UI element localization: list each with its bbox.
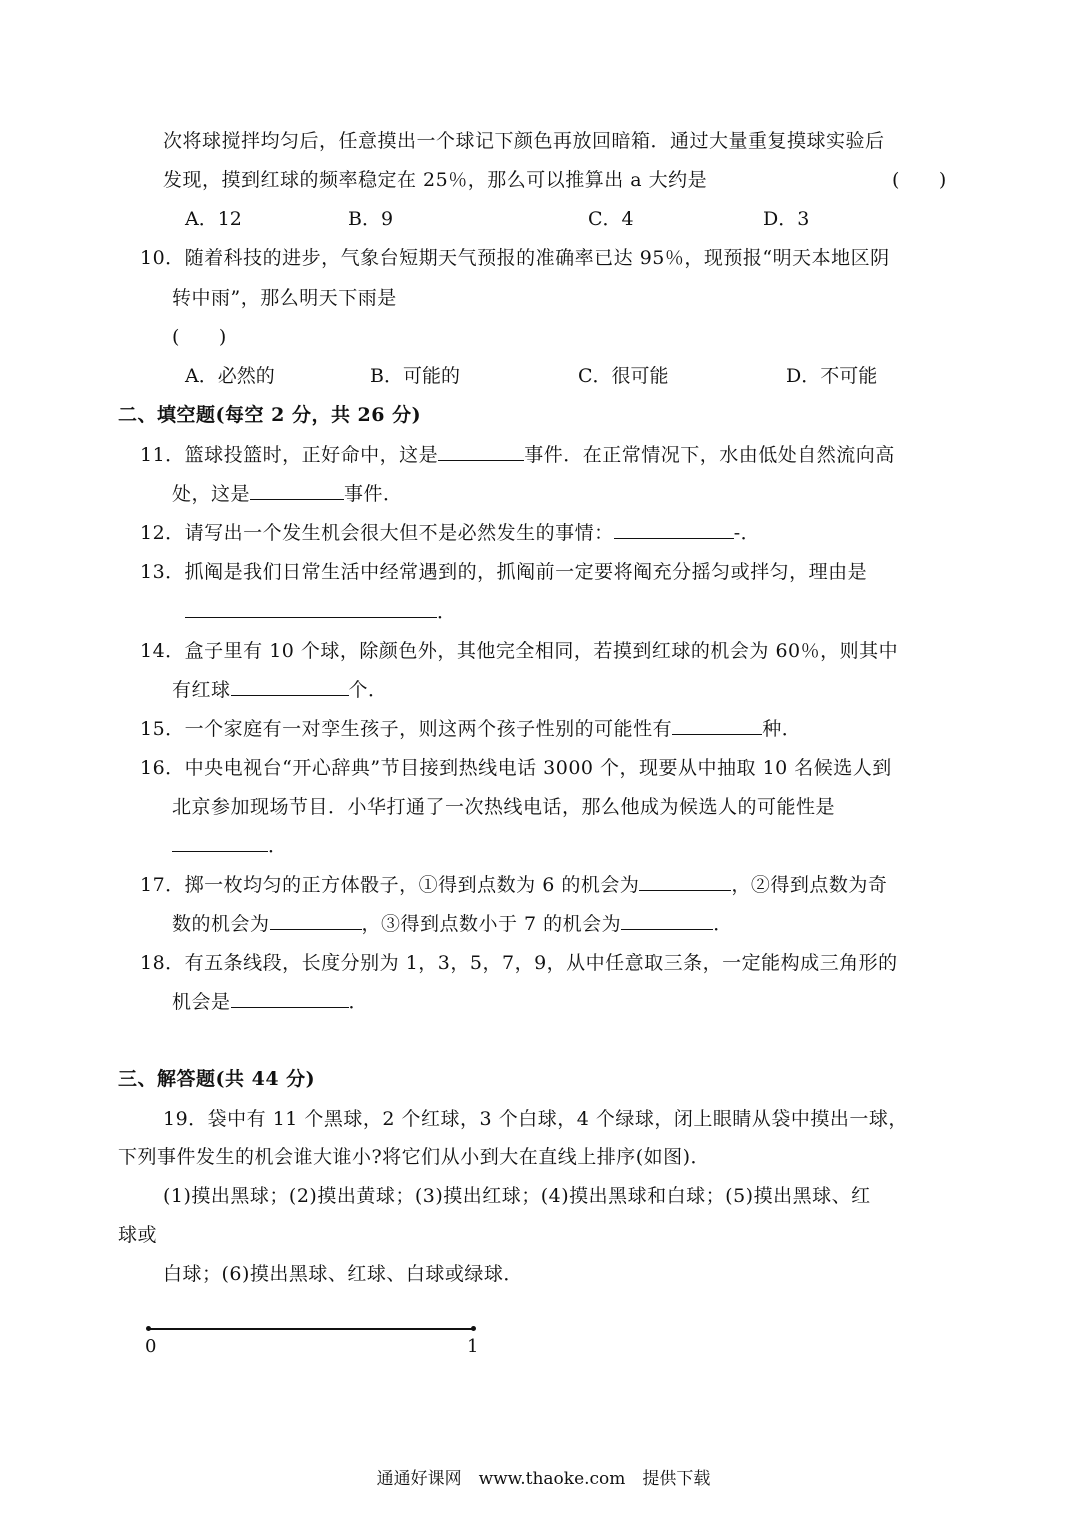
section3-title: 三、解答题(共 44 分) bbox=[118, 1068, 316, 1090]
q14-line1: 14．盒子里有 10 个球，除颜色外，其他完全相同，若摸到红球的机会为 60％，则其中 bbox=[140, 640, 899, 662]
q13-blank[interactable] bbox=[185, 599, 437, 618]
q18-line1: 18．有五条线段，长度分别为 1，3，5，7，9，从中任意取三条，一定能构成三角形的 bbox=[140, 952, 898, 974]
q9-option-a: A．12 bbox=[185, 208, 242, 230]
section2-title: 二、填空题(每空 2 分，共 26 分) bbox=[118, 404, 422, 426]
q9-line2: 发现，摸到红球的频率稳定在 25％，那么可以推算出 a 大约是 bbox=[163, 169, 708, 191]
number-line-label-0: 0 bbox=[145, 1336, 157, 1357]
q9-answer-paren: ( ) bbox=[892, 169, 947, 191]
q11-text-d: 事件． bbox=[344, 483, 403, 505]
q17-blank-1[interactable] bbox=[639, 872, 731, 891]
q15-line bbox=[140, 714, 801, 741]
q12-text-b: -． bbox=[733, 522, 761, 544]
q13-line2 bbox=[185, 597, 457, 624]
q15-blank[interactable] bbox=[672, 716, 762, 735]
number-line-start-point bbox=[146, 1326, 151, 1331]
q16-line1: 16．中央电视台“开心辞典”节目接到热线电话 3000 个，现要从中抽取 10 名候选人到 bbox=[140, 757, 892, 779]
q9-option-b: B．9 bbox=[348, 208, 394, 230]
q10-option-b: B．可能的 bbox=[370, 365, 460, 387]
q9-line1: 次将球搅拌均匀后，任意摸出一个球记下颜色再放回暗箱．通过大量重复摸球实验后 bbox=[163, 130, 885, 152]
number-line-end-point bbox=[471, 1326, 476, 1331]
q17-text-d: ，③得到点数小于 7 的机会为 bbox=[361, 913, 622, 935]
q15-text-b: 种． bbox=[762, 718, 802, 740]
q18-line2 bbox=[172, 987, 368, 1014]
q17-blank-2[interactable] bbox=[270, 911, 362, 930]
q14-blank[interactable] bbox=[231, 677, 349, 696]
q14-line2 bbox=[172, 675, 388, 702]
q12-text-a: 12．请写出一个发生机会很大但不是必然发生的事情： bbox=[140, 522, 614, 544]
q13-line1: 13．抓阄是我们日常生活中经常遇到的，抓阄前一定要将阄充分摇匀或拌匀，理由是 bbox=[140, 561, 868, 583]
q19-line4: 球或 bbox=[118, 1224, 158, 1246]
q16-blank[interactable] bbox=[172, 833, 268, 852]
q17-line2 bbox=[172, 909, 733, 936]
q11-text-a: 11．篮球投篮时，正好命中，这是 bbox=[140, 444, 439, 466]
q14-text-c: 个． bbox=[348, 679, 388, 701]
q14-text-b: 有红球 bbox=[172, 679, 231, 701]
q18-text-c: ． bbox=[348, 991, 369, 1013]
q11-blank-2[interactable] bbox=[250, 481, 344, 500]
q19-line3: (1)摸出黑球；(2)摸出黄球；(3)摸出红球；(4)摸出黑球和白球；(5)摸出黑球、红 bbox=[163, 1185, 871, 1207]
q12-blank[interactable] bbox=[614, 520, 734, 539]
q9-option-d: D．3 bbox=[763, 208, 810, 230]
q17-blank-3[interactable] bbox=[621, 911, 713, 930]
q10-option-d: D．不可能 bbox=[786, 365, 878, 387]
q17-text-b: ，②得到点数为奇 bbox=[731, 874, 888, 896]
q15-text-a: 15．一个家庭有一对孪生孩子，则这两个孩子性别的可能性有 bbox=[140, 718, 673, 740]
q17-text-a: 17．掷一枚均匀的正方体骰子，①得到点数为 6 的机会为 bbox=[140, 874, 640, 896]
q19-line5: 白球；(6)摸出黑球、红球、白球或绿球． bbox=[163, 1263, 523, 1285]
q16-line3 bbox=[172, 831, 288, 858]
q19-line2: 下列事件发生的机会谁大谁小?将它们从小到大在直线上排序(如图)． bbox=[118, 1146, 711, 1168]
probability-number-line bbox=[148, 1328, 474, 1331]
number-line-label-1: 1 bbox=[467, 1336, 479, 1357]
q19-line1: 19．袋中有 11 个黑球，2 个红球，3 个白球，4 个绿球，闭上眼睛从袋中摸出一球， bbox=[163, 1108, 908, 1130]
q16-line2: 北京参加现场节目．小华打通了一次热线电话，那么他成为候选人的可能性是 bbox=[172, 796, 836, 818]
q17-text-e: ． bbox=[713, 913, 733, 935]
q10-line2: 转中雨”，那么明天下雨是 bbox=[172, 287, 397, 309]
q10-answer-paren: ( ) bbox=[172, 326, 227, 348]
q12-line bbox=[140, 518, 760, 545]
page-footer: 通通好课网 www.thaoke.com 提供下载 bbox=[376, 1469, 711, 1489]
q10-option-a: A．必然的 bbox=[185, 365, 275, 387]
q18-text-b: 机会是 bbox=[172, 991, 231, 1013]
q13-text-b: ． bbox=[437, 601, 457, 623]
q10-option-c: C．很可能 bbox=[578, 365, 669, 387]
q9-option-c: C．4 bbox=[588, 208, 634, 230]
q18-blank[interactable] bbox=[231, 989, 349, 1008]
q11-text-c: 处，这是 bbox=[172, 483, 251, 505]
q16-text-c: ． bbox=[268, 835, 288, 857]
q11-blank-1[interactable] bbox=[438, 442, 524, 461]
q17-line1 bbox=[140, 870, 887, 897]
q11-line2 bbox=[172, 479, 403, 506]
q11-line1 bbox=[140, 440, 895, 467]
q17-text-c: 数的机会为 bbox=[172, 913, 270, 935]
q11-text-b: 事件．在正常情况下，水由低处自然流向高 bbox=[524, 444, 895, 466]
q10-line1: 10．随着科技的进步，气象台短期天气预报的准确率已达 95％，现预报“明天本地区阴 bbox=[140, 247, 890, 269]
